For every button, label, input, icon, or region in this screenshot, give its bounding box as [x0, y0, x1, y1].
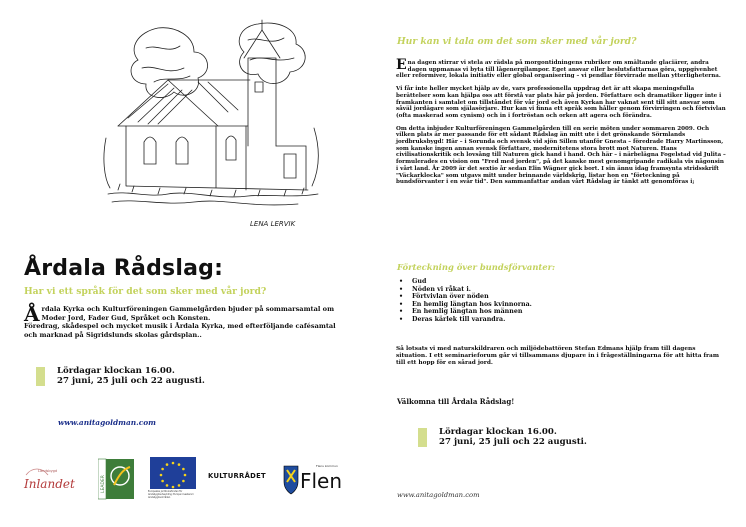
leader-text: LEADER — [101, 475, 106, 493]
paragraph-1 — [396, 57, 726, 80]
eu-caption: Europeiska jordbruksfonden för landsbygdsutveckling: Europa investerar i landsbygdsområden — [148, 490, 195, 499]
intro-text — [24, 302, 344, 339]
church-sketch-illustration — [98, 18, 328, 243]
sketch-signature: LENA LERVIK — [250, 220, 296, 228]
left-schedule — [36, 366, 336, 390]
welcome-text: Välkomna till Årdala Rådslag! — [397, 397, 515, 406]
kulturradet-logo: KULTURRÅDET — [208, 472, 266, 480]
schedule-time: Lördagar klockan 16.00. — [439, 427, 557, 437]
website-link[interactable]: www.anitagoldman.com — [397, 491, 480, 499]
paragraph-1-text: na dagen stirrar vi stela av rädsla på morgontidningens rubriker om smältande glaciärer, andra dagen uppmanas vi byta till lågenergilampor. Eget ansvar eller beslutsfattarnas göra, uppgivenhet eller reformiver, lokala initiativ eller global organisering – vi pendlar förvirrade mellan ytterligheterna. — [396, 60, 721, 80]
schedule-time: Lördagar klockan 16.00. — [57, 366, 175, 376]
list-heading: Förteckning över bundsförvanter: — [397, 262, 556, 272]
left-title: Årdala Rådslag: — [24, 256, 224, 281]
right-title: Hur kan vi tala om det som sker med vår jord? — [397, 36, 637, 47]
flen-small-text: Flens kommun — [316, 464, 338, 468]
eu-flag-logo — [148, 455, 198, 507]
intro-drop-cap: Å — [24, 302, 40, 326]
list-item: • Förtvivlan över nöden — [397, 293, 532, 301]
inlandet-small-text: Landsbygd — [38, 469, 58, 473]
inlandet-text: Inlandet — [24, 477, 75, 491]
leader-logo — [98, 457, 136, 502]
right-body-text — [396, 57, 726, 192]
allies-list — [397, 278, 532, 324]
list-item: • En hemlig längtan hos kvinnorna. — [397, 301, 532, 309]
right-schedule — [418, 427, 718, 451]
flen-text: Flen — [300, 469, 343, 493]
paragraph-2: Vi får inte heller mycket hjälp av de, vars professionella uppdrag det är att skapa meningsfulla berättelser som kan hjälpa oss att förstå var plats här på jorden. Författare och dramatiker ligger inte i framkanten i samtalet om tillståndet för vår jord och även Kyrkan har vaknat sent till sitt ansvar som såväl jordägare som själasörjare. Hur kan vi finna ett språk som håller genom förvirringen och förtvivlan (ofta maskerad som cynism) och in i fortröstan och orken att agera och förändra. — [396, 86, 726, 119]
closing-paragraph: Så lotsats vi med naturskildraren och miljödebattören Stefan Edmans hjälp fram till dagens situation. I ett seminarieforum går vi tillsammans djupare in i frågeställningarna för att hitta fram till ett hopp för en sårad jord. — [396, 346, 719, 366]
paragraph-1-drop-cap: E — [396, 57, 407, 73]
intro-first-sentence: rdala Kyrka och Kulturföreningen Gammelgården bjuder på sommarsamtal om Moder Jord, Fader Gud, Språket och Konsten. — [41, 305, 335, 322]
inlandet-logo — [20, 461, 80, 501]
schedule-dates: 27 juni, 25 juli och 22 augusti. — [439, 437, 587, 447]
list-item: • Nöden vi råkat i. — [397, 286, 532, 294]
paragraph-3: Om detta inbjuder Kulturföreningen Gammelgården till en serie möten under sommaren 2009. Och vilken plats är mer passande för ett sådant Rådslag än mitt ute i det grönskande Sörmlands jordbruksbygd! Här – i Sorunda och svensk vid sjön Sillen utanför Gnesta – föredrade Harry Martinsson, som kanske ingen annan svensk författare, modernitetens stora brott mot Naturen. Hans civilisationskritik och lovsång till Naturen gick hand i hand. Och här – i närbelägna Fogelstad vid Julita – formulerades en vision om "Fred med jorden", på det kanske mest genomgripande radikala vis någonsin i vårt land. År 2009 är det sextio år sedan Elin Wägner gick bort. I sin ännu idag framsynta stridsskrift "Väckarklocka" som utgavs mitt under brinnande världskrig, listar hon en "förteckning på bundsförvanter i en svår tid". Den sammanfattar andan vårt Rådslag är tänkt att genomföras i; — [396, 125, 726, 186]
schedule-dates: 27 juni, 25 juli och 22 augusti. — [57, 376, 205, 386]
left-subtitle: Har vi ett språk för det som sker med vår jord? — [24, 286, 267, 297]
flen-logo — [282, 460, 344, 500]
intro-second-sentence: Föredrag, skådespel och mycket musik i Årdala Kyrka, med efterföljande cafésamtal och marknad på Sigridslunds skolas gårdsplan.. — [24, 322, 336, 339]
schedule-accent-bar — [418, 428, 427, 447]
list-item: • Gud — [397, 278, 532, 286]
website-link[interactable]: www.anitagoldman.com — [58, 418, 156, 427]
list-item: • Deras kärlek till varandra. — [397, 316, 532, 324]
list-item: • En hemlig längtan hos männen — [397, 308, 532, 316]
schedule-accent-bar — [36, 367, 45, 386]
